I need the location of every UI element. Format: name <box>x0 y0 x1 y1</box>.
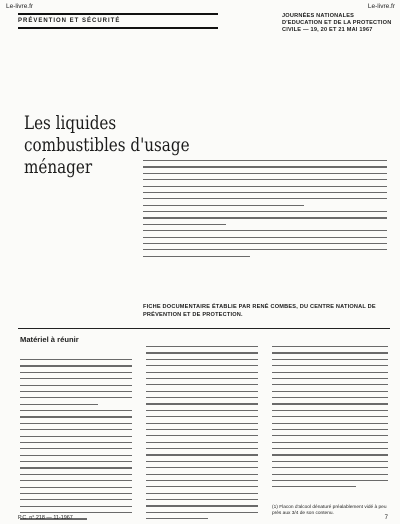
watermark-top-right: Le-livre.fr <box>367 3 395 10</box>
article-title: Les liquides combustibles d'usage ménager <box>24 113 190 178</box>
page-number: 7 <box>384 515 388 521</box>
issue-reference: P.C. n° 218 — 11-1967 <box>18 515 73 521</box>
body-column-3 <box>272 346 388 493</box>
documentation-note: FICHE DOCUMENTAIRE ÉTABLIE PAR RENÉ COMBES, DU CENTRE NATIONAL DE PRÉVENTION ET DE PROTECTION. <box>143 304 376 318</box>
body-column-1 <box>20 345 132 524</box>
body-column-2 <box>146 346 258 524</box>
section-divider <box>18 328 390 329</box>
header-rule-top <box>18 13 218 15</box>
conference-info: JOURNÉES NATIONALES D'EDUCATION ET DE LA PROTECTION CIVILE — 19, 20 ET 21 MAI 1967 <box>282 13 392 33</box>
footnote: (1) Flacon d'alcool dénaturé préalablement vidé à peu près aux 3/4 de son contenu. <box>272 505 387 516</box>
intro-paragraph <box>143 160 387 262</box>
section-rubric: PRÉVENTION ET SÉCURITÉ <box>18 18 121 24</box>
section-heading: Matériel à réunir <box>20 335 79 344</box>
watermark-top-left: Le-livre.fr <box>6 3 34 10</box>
header-rule-bottom <box>18 27 218 29</box>
